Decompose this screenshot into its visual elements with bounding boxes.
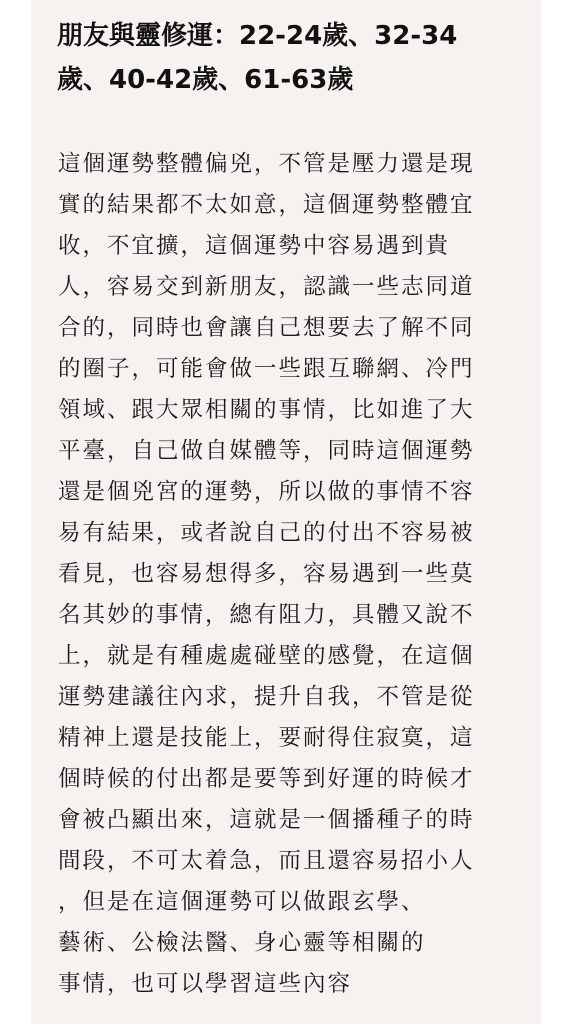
article-heading: 朋友與靈修運：22-24歲、32-34 歲、40-42歲、61-63歲 (57, 21, 458, 95)
article-card (31, 0, 541, 1024)
article-body: 這個運勢整體偏兇，不管是壓力還是現 實的結果都不太如意，這個運勢整體宜 收，不宜擴，這個運勢中容易遇到貴 人，容易交到新朋友，認識一些志同道 合的，同時也會讓自己想要去了解不同 的圈子，可能會做一些跟互聯網、冷門 領域、跟大眾相關的事情，比如進了大 平臺，自己做自媒體等，同時這個運勢 還是個兇宮的運勢，所以做的事情不容 易有結果，或者說自己的付出不容易被 看見，也容易想得多，容易遇到一些莫 名其妙的事情，總有阻力，具體又說不 上，就是有種處處碰壁的感覺，在這個 運勢建議往內求，提升自我，不管是從 精神上還是技能上，要耐得住寂寞，這 個時候的付出都是要等到好運的時候才 會被凸顯出來，這就是一個播種子的時 間段，不可太着急，而且還容易招小人 ，但是在這個運勢可以做跟玄學、 藝術、公檢法醫、身心靈等相關的 事情，也可以學習這些內容 (58, 151, 475, 997)
